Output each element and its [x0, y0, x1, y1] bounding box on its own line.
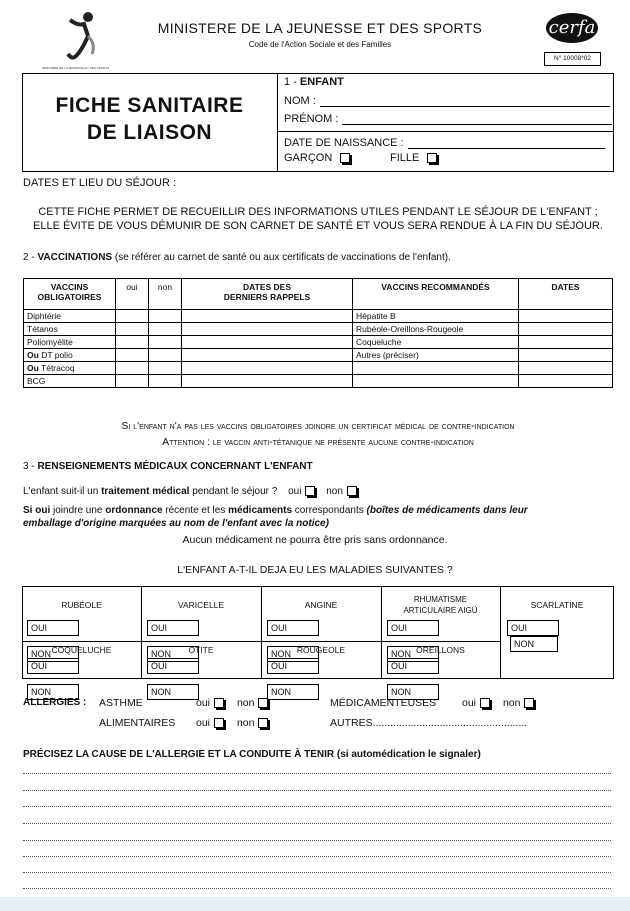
asthme-oui-checkbox[interactable]	[214, 698, 224, 708]
cerfa-logo: cerfa	[546, 13, 598, 43]
maladie-coqueluche: COQUELUCHE	[51, 645, 112, 655]
precisez-line[interactable]	[23, 888, 611, 889]
non-box[interactable]: NON	[267, 646, 319, 662]
asthme-non-checkbox[interactable]	[258, 698, 268, 708]
table-row: BCG	[24, 375, 613, 388]
oui-box[interactable]: OUI	[507, 620, 559, 636]
table-row: Ou Tétracoq	[24, 362, 613, 375]
ministry-title: MINISTERE DE LA JEUNESSE ET DES SPORTS	[157, 20, 483, 36]
med-oui-checkbox[interactable]	[480, 698, 490, 708]
table-row: Tétanos Rubéole-Oreillons-Rougeole	[24, 323, 613, 336]
precisez-line[interactable]	[23, 856, 611, 857]
precisez-heading: PRÉCISEZ LA CAUSE DE L'ALLERGIE ET LA CONDUITE À TENIR (si automédication le signaler)	[23, 749, 481, 760]
nom-field[interactable]: NOM :	[284, 95, 610, 107]
non-box[interactable]: NON	[27, 684, 79, 700]
oui-box[interactable]: OUI	[147, 658, 199, 674]
maladie-otite: OTITE	[188, 645, 214, 655]
maladie-scarlatine: SCARLATINE	[530, 600, 584, 610]
garcon-checkbox[interactable]: GARÇON	[284, 152, 350, 164]
non-box[interactable]: NON	[27, 646, 79, 662]
renseignements-heading: 3 - RENSEIGNEMENTS MÉDICAUX CONCERNANT L'ENFANT	[23, 461, 313, 472]
allergie-medicamenteuses: MÉDICAMENTEUSES oui non	[330, 697, 590, 709]
non-box[interactable]: NON	[510, 636, 558, 652]
non-box[interactable]: NON	[387, 646, 439, 662]
precisez-line[interactable]	[23, 872, 611, 873]
form-title: FICHE SANITAIRE DE LIAISON	[55, 94, 244, 144]
bottom-bar	[0, 897, 630, 911]
vaccinations-heading: 2 - VACCINATIONS (se référer au carnet de santé ou aux certificats de vaccinations de l'enfant).	[23, 252, 451, 263]
logo: MINISTÈRE DE LA JEUNESSE ET DES SPORTS	[48, 6, 118, 68]
fille-checkbox[interactable]: FILLE	[390, 152, 437, 164]
med-non-checkbox[interactable]	[524, 698, 534, 708]
allergie-alimentaires: ALIMENTAIRES oui non	[99, 717, 329, 729]
traitement-oui-checkbox[interactable]	[305, 486, 315, 496]
precisez-line[interactable]	[23, 773, 611, 774]
alim-non-checkbox[interactable]	[258, 718, 268, 728]
oui-box[interactable]: OUI	[387, 620, 439, 636]
allergies-label: ALLERGIES :	[23, 697, 87, 708]
table-row: Diphtérie Hépatite B	[24, 310, 613, 323]
oui-box[interactable]: OUI	[387, 658, 439, 674]
form-number: N° 10008*02	[544, 52, 601, 66]
naissance-field[interactable]: DATE DE NAISSANCE :	[284, 137, 605, 149]
traitement-non-checkbox[interactable]	[347, 486, 357, 496]
sejour-field[interactable]: DATES ET LIEU DU SÉJOUR :	[23, 177, 177, 189]
non-box[interactable]: NON	[147, 646, 199, 662]
table-row: Poliomyélite Coqueluche	[24, 336, 613, 349]
enfant-heading: 1 - ENFANT	[284, 76, 344, 88]
ordonnance-text: Si oui joindre une ordonnance récente et les médicaments correspondants (boîtes de médicaments dans leur emballage d'origine marquées au nom de l'enfant avec la notice)	[23, 505, 528, 529]
allergie-autres[interactable]: AUTRES.....................................................	[330, 717, 528, 729]
maladie-rubeole: RUBÉOLE	[61, 600, 102, 610]
precisez-line[interactable]	[23, 806, 611, 807]
vaccine-notice: Si l'enfant n'a pas les vaccins obligatoires joindre un certificat médical de contre-indication Attention : le vaccin anti-tétanique ne présente aucune contre-indication	[121, 420, 515, 448]
alim-oui-checkbox[interactable]	[214, 718, 224, 728]
maladie-rougeole: ROUGEOLE	[296, 645, 346, 655]
oui-box[interactable]: OUI	[267, 620, 319, 636]
ministry-logo-icon	[48, 6, 118, 68]
precisez-line[interactable]	[23, 840, 611, 841]
traitement-question: L'enfant suit-il un traitement médical pendant le séjour ? oui non	[23, 486, 357, 497]
precisez-line[interactable]	[23, 790, 611, 791]
maladie-rhumatisme: RHUMATISME ARTICULAIRE AIGÜ	[403, 595, 478, 615]
table-row: Ou DT polio Autres (préciser)	[24, 349, 613, 362]
non-box[interactable]: NON	[147, 684, 199, 700]
maladies-question: L'ENFANT A-T-IL DEJA EU LES MALADIES SUIVANTES ?	[177, 564, 453, 576]
precisez-line[interactable]	[23, 823, 611, 824]
maladie-angine: ANGINE	[304, 600, 338, 610]
code-subtitle: Code de l'Action Sociale et des Familles	[248, 40, 392, 49]
oui-box[interactable]: OUI	[27, 620, 79, 636]
oui-box[interactable]: OUI	[27, 658, 79, 674]
intro-text: CETTE FICHE PERMET DE RECUEILLIR DES INFORMATIONS UTILES PENDANT LE SÉJOUR DE L'ENFANT ; ELLE ÉVITE DE VOUS DÉMUNIR DE SON CARNET DE SANTÉ ET VOUS SERA RENDUE À LA FIN DU SÉJOUR.	[33, 206, 603, 232]
vaccination-table: VACCINS OBLIGATOIRES oui non DATES DES DERNIERS RAPPELS VACCINS RECOMMANDÉS DATES Diphtérie Hépatite B Tétanos Rubéole-Oreillons-Rougeole Poliomyélite Coqueluche Ou DT polio Autres (préciser) Ou Tétracoq BCG	[23, 278, 613, 388]
non-box[interactable]: NON	[387, 684, 439, 700]
oui-box[interactable]: OUI	[267, 658, 319, 674]
prenom-field[interactable]: PRÉNOM :	[284, 113, 612, 125]
aucun-medicament: Aucun médicament ne pourra être pris sans ordonnance.	[182, 534, 448, 546]
oui-box[interactable]: OUI	[147, 620, 199, 636]
maladie-oreillons: OREILLONS	[416, 645, 465, 655]
non-box[interactable]: NON	[267, 684, 319, 700]
allergie-asthme: ASTHME oui non	[99, 697, 329, 709]
maladie-varicelle: VARICELLE	[177, 600, 225, 610]
